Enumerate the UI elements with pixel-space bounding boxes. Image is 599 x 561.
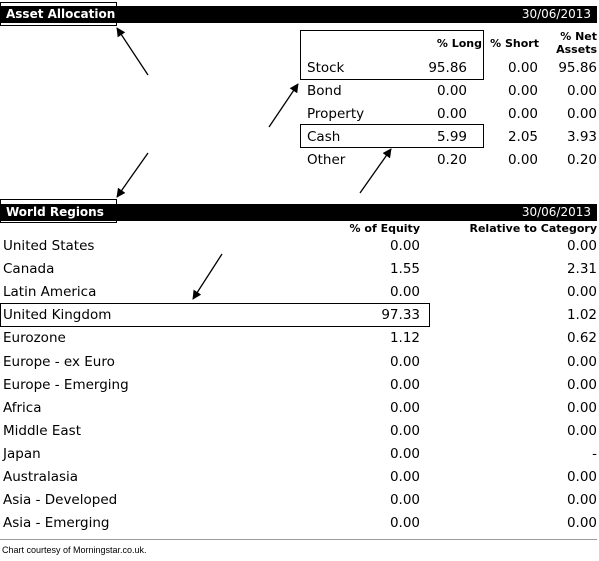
asset-cell-long: 95.86: [428, 60, 467, 76]
region-cell-label: Canada: [3, 261, 55, 277]
region-cell-relative: 0.00: [566, 377, 597, 393]
arrow-to-united-kingdom: [193, 254, 222, 299]
region-cell-equity: 0.00: [389, 238, 420, 254]
region-cell-equity: 0.00: [389, 469, 420, 485]
region-cell-relative: 1.02: [566, 307, 597, 323]
region-cell-label: Europe - ex Euro: [3, 354, 115, 370]
asset-cell-long: 0.00: [436, 106, 467, 122]
asset-cell-short: 0.00: [507, 106, 538, 122]
region-cell-equity: 0.00: [389, 377, 420, 393]
region-cell-relative: 0.62: [566, 330, 597, 346]
region-cell-relative: 0.00: [566, 492, 597, 508]
region-cell-label: Europe - Emerging: [3, 377, 129, 393]
region-cell-equity: 0.00: [389, 354, 420, 370]
region-cell-label: Eurozone: [3, 330, 66, 346]
asset-cell-label: Stock: [307, 60, 345, 76]
asset-cell-net: 0.00: [566, 83, 597, 99]
asset-cell-net: 0.20: [566, 152, 597, 168]
asset-allocation-title: Asset Allocation: [6, 7, 116, 21]
asset-cell-short: 0.00: [507, 60, 538, 76]
asset-cell-label: Property: [307, 106, 365, 122]
region-cell-relative: 0.00: [566, 284, 597, 300]
region-cell-relative: 0.00: [566, 515, 597, 531]
col-long-header: % Long: [436, 37, 482, 50]
arrow-to-cash: [360, 149, 391, 193]
region-cell-label: Asia - Emerging: [3, 515, 110, 531]
region-cell-label: Latin America: [3, 284, 97, 300]
asset-cell-short: 2.05: [507, 129, 538, 145]
region-cell-label: Middle East: [3, 423, 82, 439]
region-cell-equity: 0.00: [389, 284, 420, 300]
asset-cell-short: 0.00: [507, 83, 538, 99]
asset-cell-net: 95.86: [558, 60, 597, 76]
asset-cell-label: Bond: [307, 83, 342, 99]
region-cell-relative: 2.31: [566, 261, 597, 277]
region-cell-relative: 0.00: [566, 423, 597, 439]
asset-cell-long: 0.00: [436, 83, 467, 99]
region-cell-relative: 0.00: [566, 238, 597, 254]
region-cell-equity: 97.33: [381, 307, 420, 323]
asset-cell-net: 0.00: [566, 106, 597, 122]
region-cell-relative: 0.00: [566, 400, 597, 416]
arrow-to-world-regions: [117, 153, 148, 197]
asset-cell-long: 0.20: [436, 152, 467, 168]
asset-allocation-date: 30/06/2013: [521, 7, 591, 21]
col-short-header: % Short: [490, 37, 539, 50]
world-regions-title: World Regions: [6, 205, 104, 219]
region-cell-equity: 0.00: [389, 446, 420, 462]
col-relative-header: Relative to Category: [469, 222, 597, 235]
region-cell-label: Australasia: [3, 469, 79, 485]
region-cell-equity: 0.00: [389, 492, 420, 508]
asset-cell-label: Other: [307, 152, 346, 168]
region-cell-label: United States: [3, 238, 95, 254]
asset-cell-net: 3.93: [566, 129, 597, 145]
region-cell-equity: 0.00: [389, 400, 420, 416]
region-cell-label: Africa: [3, 400, 42, 416]
col-net-header: % Net Assets: [556, 30, 597, 56]
asset-cell-short: 0.00: [507, 152, 538, 168]
region-cell-equity: 1.55: [389, 261, 420, 277]
asset-cell-label: Cash: [307, 129, 341, 145]
region-cell-relative: 0.00: [566, 354, 597, 370]
asset-cell-long: 5.99: [436, 129, 467, 145]
chart-credit: Chart courtesy of Morningstar.co.uk.: [2, 545, 147, 555]
region-cell-relative: 0.00: [566, 469, 597, 485]
region-cell-label: United Kingdom: [3, 307, 112, 323]
col-equity-header: % of Equity: [349, 222, 420, 235]
arrow-to-stock: [269, 84, 298, 127]
arrow-to-asset-allocation: [117, 28, 148, 75]
world-regions-date: 30/06/2013: [521, 205, 591, 219]
region-cell-equity: 0.00: [389, 515, 420, 531]
region-cell-label: Japan: [3, 446, 41, 462]
region-cell-relative: -: [592, 446, 597, 462]
region-cell-equity: 0.00: [389, 423, 420, 439]
region-cell-equity: 1.12: [389, 330, 420, 346]
region-cell-label: Asia - Developed: [3, 492, 118, 508]
